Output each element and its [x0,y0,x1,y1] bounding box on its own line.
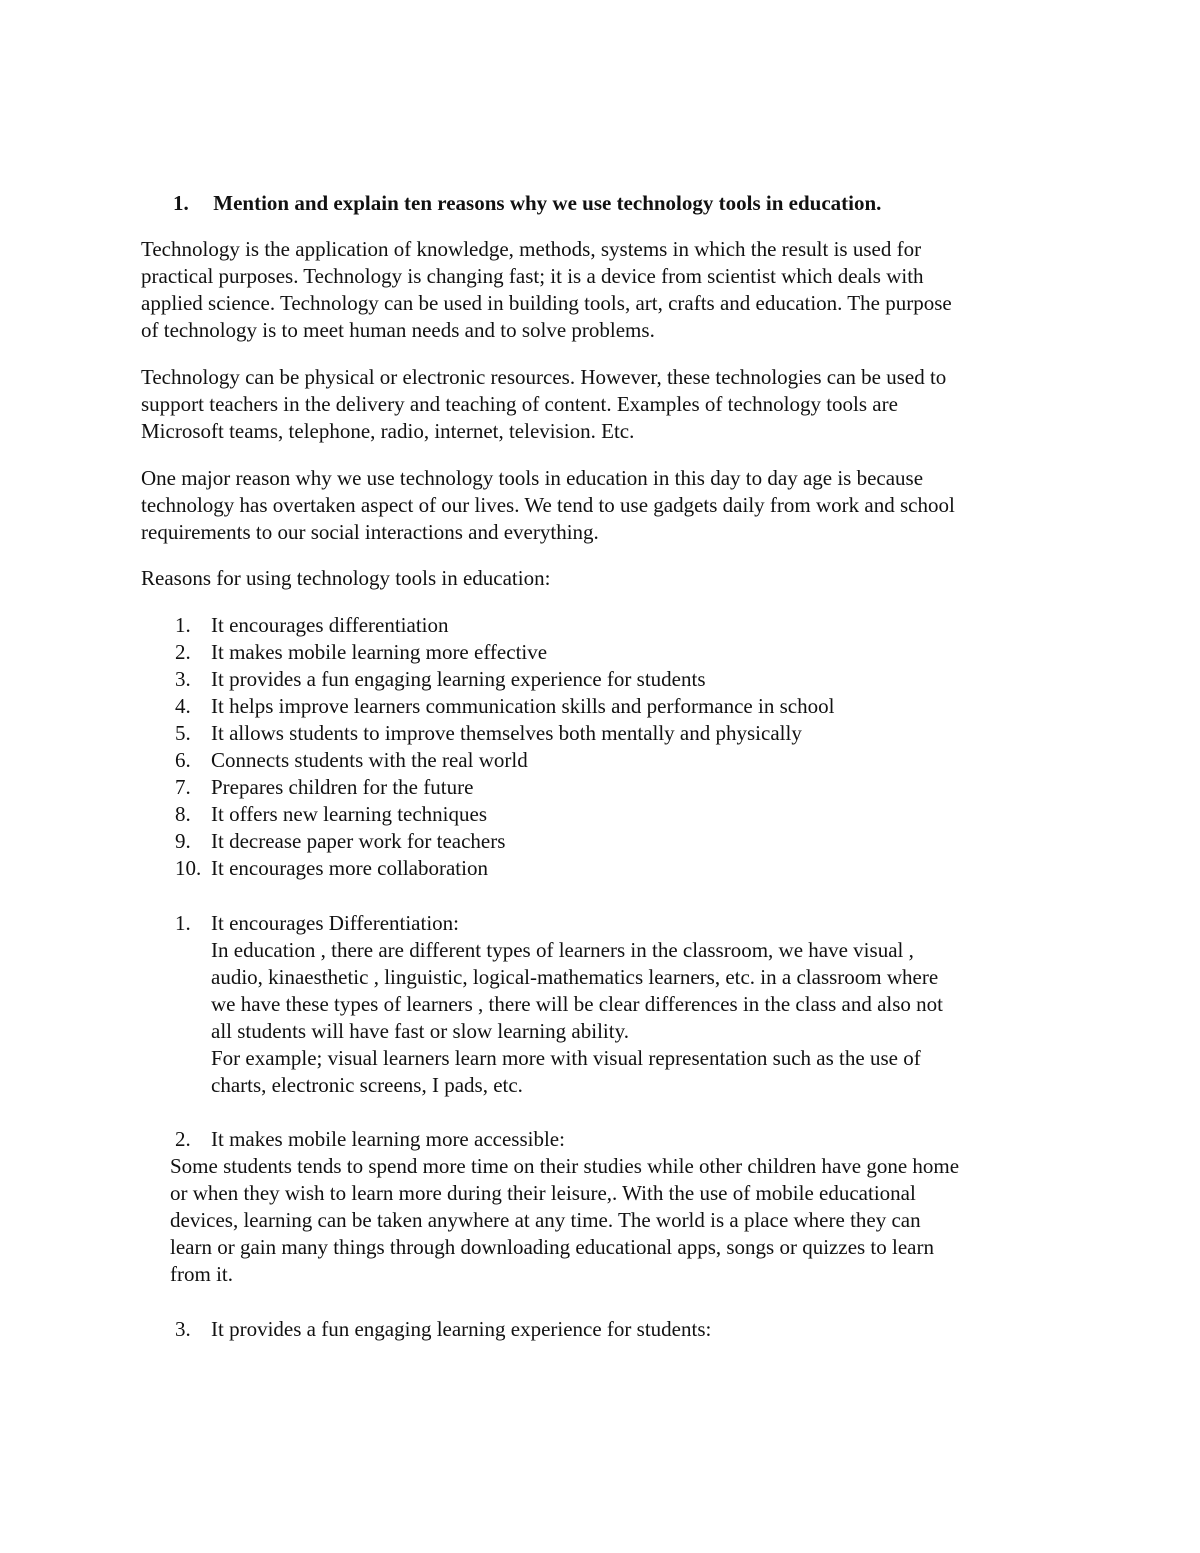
explanation-title: It makes mobile learning more accessible: [211,1127,565,1151]
intro-para2-line: support teachers in the delivery and teaching of content. Examples of technology tools are [141,392,898,416]
list-item-number: 5. [175,721,191,745]
intro-para1-line: of technology is to meet human needs and to solve problems. [141,318,655,342]
question-number: 1. [173,191,189,215]
explanation-line: devices, learning can be taken anywhere at any time. The world is a place where they can [170,1208,921,1232]
explanation-line: charts, electronic screens, I pads, etc. [211,1073,523,1097]
list-item-number: 1. [175,613,191,637]
list-item-number: 4. [175,694,191,718]
list-item: It offers new learning techniques [211,802,488,826]
intro-para1-line: applied science. Technology can be used in building tools, art, crafts and education. The purpose [141,291,952,315]
explanation-number: 1. [175,911,191,935]
explanation-line: In education , there are different types of learners in the classroom, we have visual , [211,938,914,962]
explanation-line: from it. [170,1262,233,1286]
intro-para1-line: Technology is the application of knowledge, methods, systems in which the result is used for [141,237,922,261]
explanation-title: It encourages Differentiation: [211,911,460,935]
list-item: It helps improve learners communication skills and performance in school [211,694,835,718]
intro-para1-line: practical purposes. Technology is changing fast; it is a device from scientist which deals with [141,264,924,288]
explanation-number: 3. [175,1317,191,1341]
explanation-line: or when they wish to learn more during their leisure,. With the use of mobile educational [170,1181,916,1205]
explanation-line: audio, kinaesthetic , linguistic, logical-mathematics learners, etc. in a classroom where [211,965,939,989]
intro-para3-line: requirements to our social interactions and everything. [141,520,599,544]
intro-para3-line: technology has overtaken aspect of our lives. We tend to use gadgets daily from work and school [141,493,955,517]
question-heading [173,190,881,217]
list-item: It encourages more collaboration [211,856,488,880]
explanation-line: all students will have fast or slow learning ability. [211,1019,629,1043]
list-item-number: 6. [175,748,191,772]
list-item: It encourages differentiation [211,613,449,637]
intro-para2-line: Technology can be physical or electronic resources. However, these technologies can be used to [141,365,947,389]
question-text: Mention and explain ten reasons why we use technology tools in education. [213,191,882,215]
reasons-heading: Reasons for using technology tools in education: [141,566,551,590]
list-item-number: 9. [175,829,191,853]
explanation-line: For example; visual learners learn more with visual representation such as the use of [211,1046,921,1070]
explanation-number: 2. [175,1127,191,1151]
list-item-number: 7. [175,775,191,799]
explanation-title: It provides a fun engaging learning experience for students: [211,1317,712,1341]
explanation-line: Some students tends to spend more time on their studies while other children have gone home [170,1154,960,1178]
list-item-number: 2. [175,640,191,664]
list-item: It decrease paper work for teachers [211,829,506,853]
list-item: Connects students with the real world [211,748,528,772]
list-item: It allows students to improve themselves both mentally and physically [211,721,802,745]
list-item-number: 8. [175,802,191,826]
list-item: It makes mobile learning more effective [211,640,548,664]
explanation-line: we have these types of learners , there will be clear differences in the class and also not [211,992,943,1016]
explanation-line: learn or gain many things through downloading educational apps, songs or quizzes to learn [170,1235,934,1259]
intro-para3-line: One major reason why we use technology tools in education in this day to day age is because [141,466,924,490]
list-item-number: 10. [175,856,202,880]
intro-para2-line: Microsoft teams, telephone, radio, internet, television. Etc. [141,419,635,443]
list-item-number: 3. [175,667,191,691]
list-item: It provides a fun engaging learning experience for students [211,667,706,691]
list-item: Prepares children for the future [211,775,474,799]
